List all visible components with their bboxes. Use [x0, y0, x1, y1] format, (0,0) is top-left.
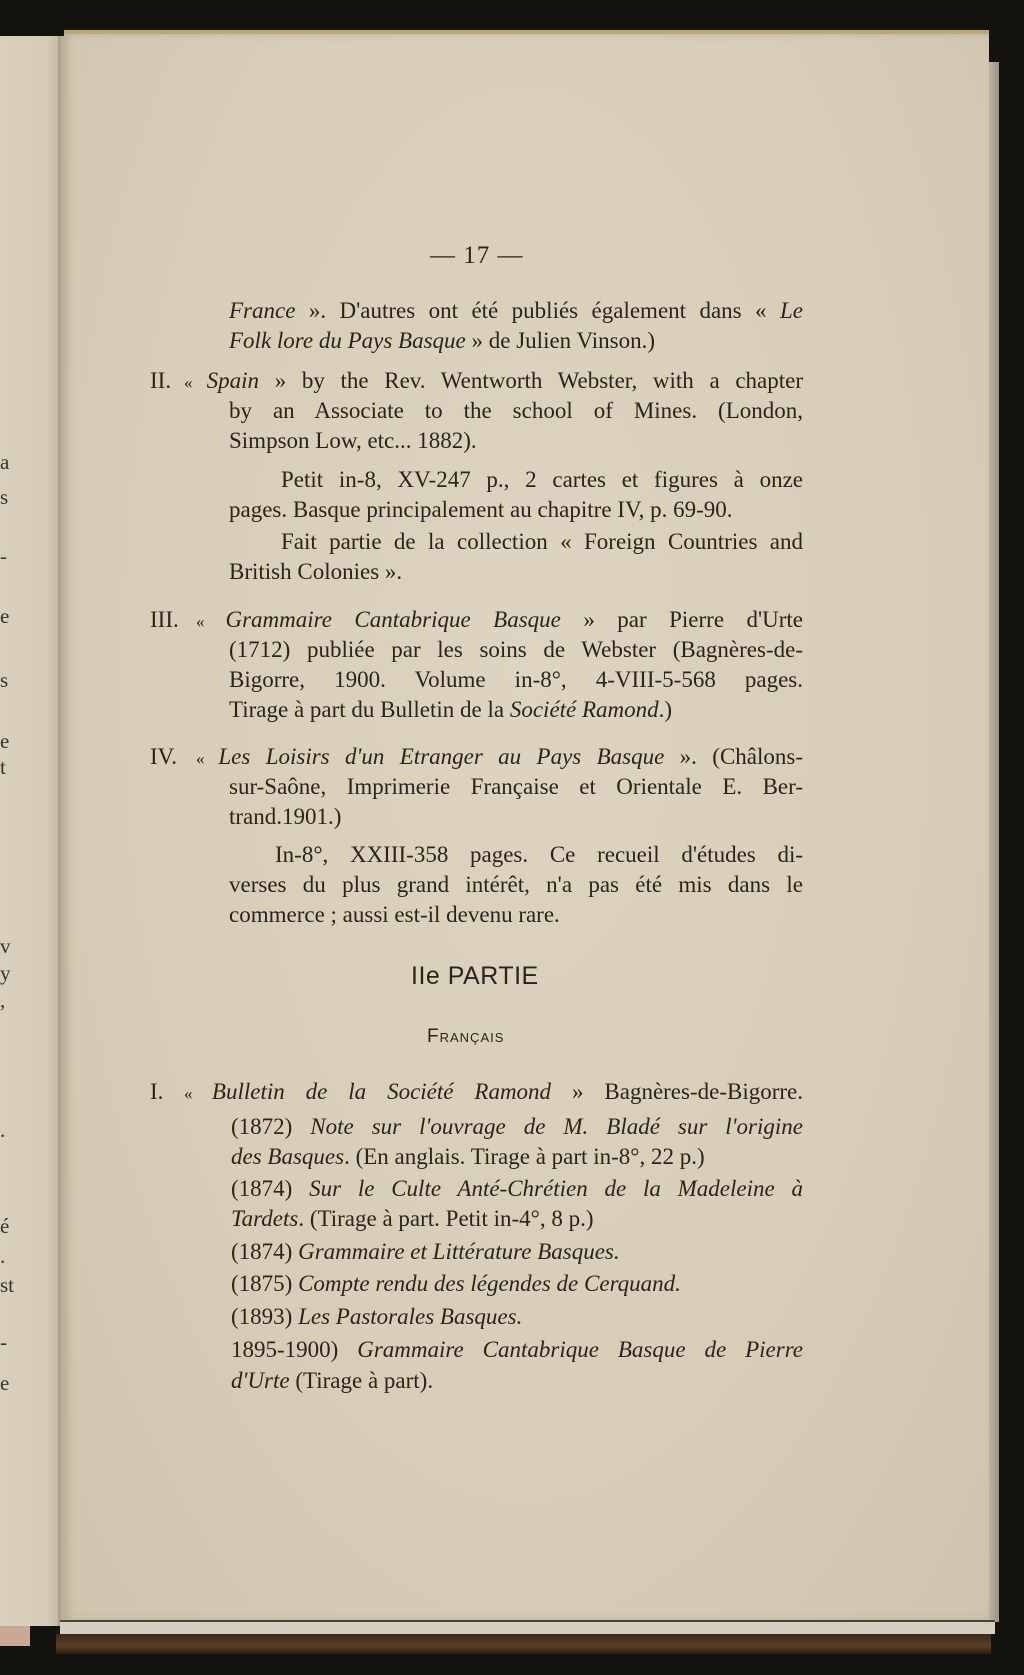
- entry-title: Les Loisirs d'un Etranger au Pays Basque: [218, 744, 665, 769]
- section-subtitle: Français: [427, 1026, 505, 1047]
- left-fragment: a: [0, 450, 10, 474]
- entry-line: « Bulletin de la Société Ramond » Bagnères-de-Bigorre.: [184, 1079, 803, 1104]
- entry-line: Fait partie de la collection « Foreign Countries and: [281, 529, 803, 554]
- entry-line: Simpson Low, etc... 1882).: [229, 428, 477, 453]
- entry-line: Bigorre, 1900. Volume in-8°, 4-VIII-5-568 pages.: [229, 667, 803, 692]
- left-fragment: st: [0, 1273, 15, 1297]
- left-fragment: e: [0, 1371, 10, 1395]
- publication-item: d'Urte (Tirage à part).: [231, 1368, 434, 1393]
- publication-item: (1874) Sur le Culte Anté-Chrétien de la Madeleine à: [231, 1176, 803, 1201]
- entry-numeral: III.: [150, 607, 179, 632]
- left-fragment: .: [0, 1244, 6, 1268]
- entry-line: « Spain » by the Rev. Wentworth Webster, with a chapter: [184, 368, 803, 393]
- entry-title: Bulletin de la Société Ramond: [211, 1079, 552, 1104]
- left-fragment: y: [0, 961, 11, 985]
- entry-line: British Colonies ».: [229, 559, 403, 584]
- left-fragment: e: [0, 729, 10, 753]
- left-fragment: -: [0, 544, 7, 568]
- publication-item: (1893) Les Pastorales Basques.: [231, 1304, 523, 1329]
- entry-line: (1712) publiée par les soins de Webster (Bagnères-de-: [229, 637, 803, 662]
- publication-item: (1875) Compte rendu des légendes de Cerquand.: [231, 1271, 681, 1296]
- intro-line: Folk lore du Pays Basque » de Julien Vinson.): [229, 328, 655, 353]
- section-title: IIe PARTIE: [411, 962, 539, 990]
- entry-numeral: I.: [150, 1079, 164, 1104]
- left-fragment: é: [0, 1214, 10, 1238]
- entry-line: Petit in-8, XV-247 p., 2 cartes et figures à onze: [281, 467, 803, 492]
- publication-item: (1874) Grammaire et Littérature Basques.: [231, 1239, 620, 1264]
- entry-line: Tirage à part du Bulletin de la Société Ramond.): [229, 697, 673, 722]
- left-fragment: -: [0, 1330, 7, 1354]
- publication-item: des Basques. (En anglais. Tirage à part in-8°, 22 p.): [231, 1144, 705, 1169]
- entry-line: In-8°, XXIII-358 pages. Ce recueil d'études di-: [275, 842, 803, 867]
- entry-title: Grammaire Cantabrique Basque: [225, 607, 561, 632]
- publication-item: (1872) Note sur l'ouvrage de M. Bladé sur l'origine: [231, 1114, 803, 1139]
- entry-line: by an Associate to the school of Mines. (London,: [229, 398, 803, 423]
- entry-numeral: IV.: [150, 744, 178, 769]
- entry-line: trand.1901.): [229, 804, 342, 829]
- intro-line: France ». D'autres ont été publiés également dans « Le: [229, 298, 803, 323]
- entry-line: verses du plus grand intérêt, n'a pas été mis dans le: [229, 872, 803, 897]
- entry-numeral: II.: [150, 368, 172, 393]
- left-fragment: ,: [0, 988, 6, 1012]
- entry-line: « Grammaire Cantabrique Basque » par Pierre d'Urte: [196, 607, 804, 632]
- left-fragment: .: [0, 1118, 6, 1142]
- entry-line: commerce ; aussi est-il devenu rare.: [229, 902, 560, 927]
- left-fragment: e: [0, 604, 10, 628]
- publication-item: 1895-1900) Grammaire Cantabrique Basque de Pierre: [231, 1337, 804, 1362]
- left-fragment: t: [0, 755, 6, 779]
- publication-item: Tardets. (Tirage à part. Petit in-4°, 8 p.): [231, 1206, 594, 1231]
- entry-line: « Les Loisirs d'un Etranger au Pays Basque ». (Châlons-: [196, 744, 803, 769]
- entry-title: Spain: [206, 368, 260, 393]
- page-number: — 17 —: [430, 242, 524, 269]
- entry-line: sur-Saône, Imprimerie Française et Orientale E. Ber-: [229, 774, 803, 799]
- left-fragment: s: [0, 668, 9, 692]
- entry-line: pages. Basque principalement au chapitre IV, p. 69-90.: [229, 497, 733, 522]
- left-fragment: s: [0, 485, 9, 509]
- left-fragment: v: [0, 934, 11, 958]
